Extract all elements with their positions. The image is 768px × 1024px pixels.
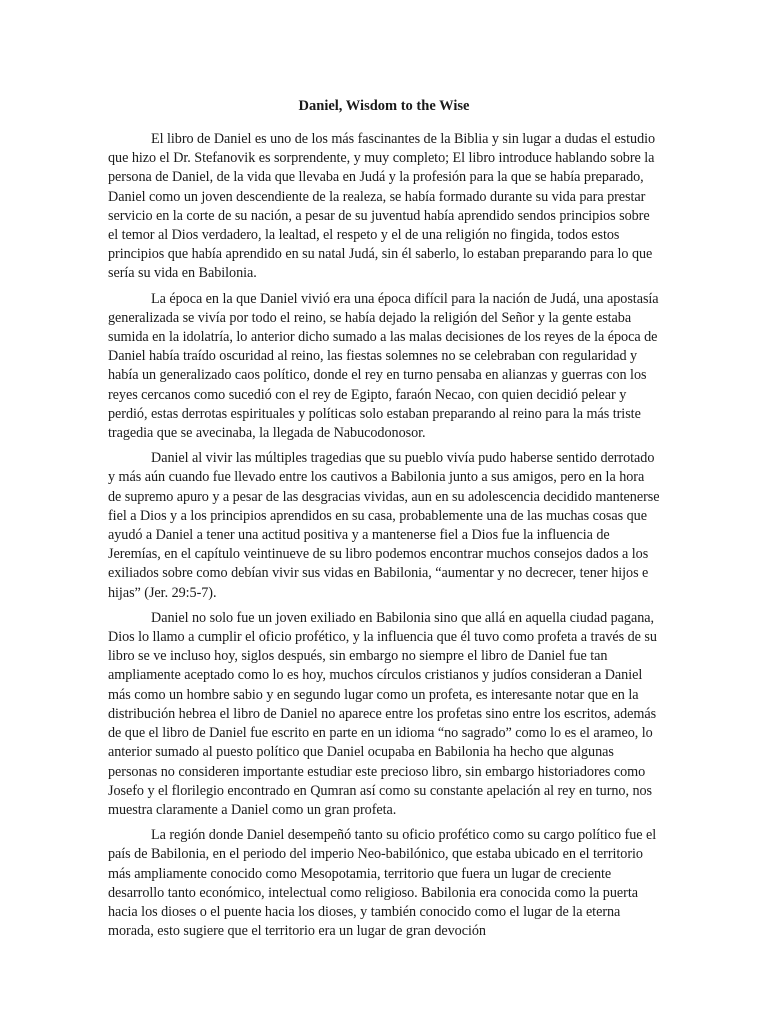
paragraph-1: El libro de Daniel es uno de los más fascinantes de la Biblia y sin lugar a dudas el estudio que hizo el Dr. Stefanovik es sorprendente, y muy completo; El libro introduce hablando sobre la persona de Daniel, de la vida que llevaba en Judá y la profesión para la que se había preparado, Daniel como un joven descendiente de la realeza, se había formado durante su vida para prestar servicio en la corte de su nación, a pesar de su juventud había aprendido sendos principios sobre el temor al Dios verdadero, la lealtad, el respeto y el de una religión no fingida, todos estos principios que había aprendido en su natal Judá, sin él saberlo, lo estaban preparando para lo que sería su vida en Babilonia. xyxy=(108,131,656,282)
paragraph-4: Daniel no solo fue un joven exiliado en Babilonia sino que allá en aquella ciudad pagana, Dios lo llamo a cumplir el oficio profético, y la influencia que él tuvo como profeta a través de su libro se ve incluso hoy, siglos después, sin embargo no siempre el libro de Daniel fue tan ampliamente aceptado como lo es hoy, muchos círculos cristianos y judíos consideran a Daniel más como un hombre sabio y en segundo lugar como un profeta, es interesante notar que en la distribución hebrea el libro de Daniel no aparece entre los profetas sino entre los escritos, además de que el libro de Daniel fue escrito en parte en un idioma “no sagrado” como lo es el arameo, lo anterior sumado al puesto político que Daniel ocupaba en Babilonia ha hecho que algunas personas no consideren importante estudiar este precioso libro, sin embargo historiadores como Josefo y el florilegio encontrado en Qumran así como su constante apelación al rey en turno, nos muestra claramente a Daniel como un gran profeta. xyxy=(108,609,657,818)
document-body xyxy=(108,96,660,947)
paragraph-5: La región donde Daniel desempeñó tanto su oficio profético como su cargo político fue el país de Babilonia, en el periodo del imperio Neo-babilónico, que estaba ubicado en el territorio más ampliamente conocido como Mesopotamia, territorio que fuera un lugar de creciente desarrollo tanto económico, intelectual como religioso. Babilonia era conocida como la puerta hacia los dioses o el puente hacia los dioses, y también conocido como el lugar de la eterna morada, esto sugiere que el territorio era un lugar de gran devoción xyxy=(108,827,657,940)
paragraph-2: La época en la que Daniel vivió era una época difícil para la nación de Judá, una apostasía generalizada se vivía por todo el reino, se había dejado la religión del Señor y la gente estaba sumida en la idolatría, lo anterior dicho sumado a las malas decisiones de los reyes de la época de Daniel había traído oscuridad al reino, las fiestas solemnes no se celebraban con regularidad y había un generalizado caos político, donde el rey en turno pensaba en alianzas y guerras con los reyes cercanos como sucedió con el rey de Egipto, faraón Necao, con quien decidió pelear y perdió, estas derrotas espirituales y políticas solo estaban preparando al reino para la más triste tragedia que se avecinaba, la llegada de Nabucodonosor. xyxy=(108,290,659,442)
document-title: Daniel, Wisdom to the Wise xyxy=(298,98,470,114)
paragraph-3: Daniel al vivir las múltiples tragedias que su pueblo vivía pudo haberse sentido derrotado y más aún cuando fue llevado entre los cautivos a Babilonia junto a sus amigos, pero en la hora de supremo apuro y a pesar de las desgracias vividas, aun en su adolescencia decidido mantenerse fiel a Dios y a los principios aprendidos en su casa, probablemente una de las muchas cosas que ayudó a Daniel a tener una actitud positiva y a mantenerse fiel a Dios fue la influencia de Jeremías, en el capítulo veintinueve de su libro podemos encontrar muchos consejos dados a los exiliados sobre como debían vivir sus vidas en Babilonia, “aumentar y no decrecer, tener hijos e hijas” (Jer. 29:5-7). xyxy=(108,450,660,601)
